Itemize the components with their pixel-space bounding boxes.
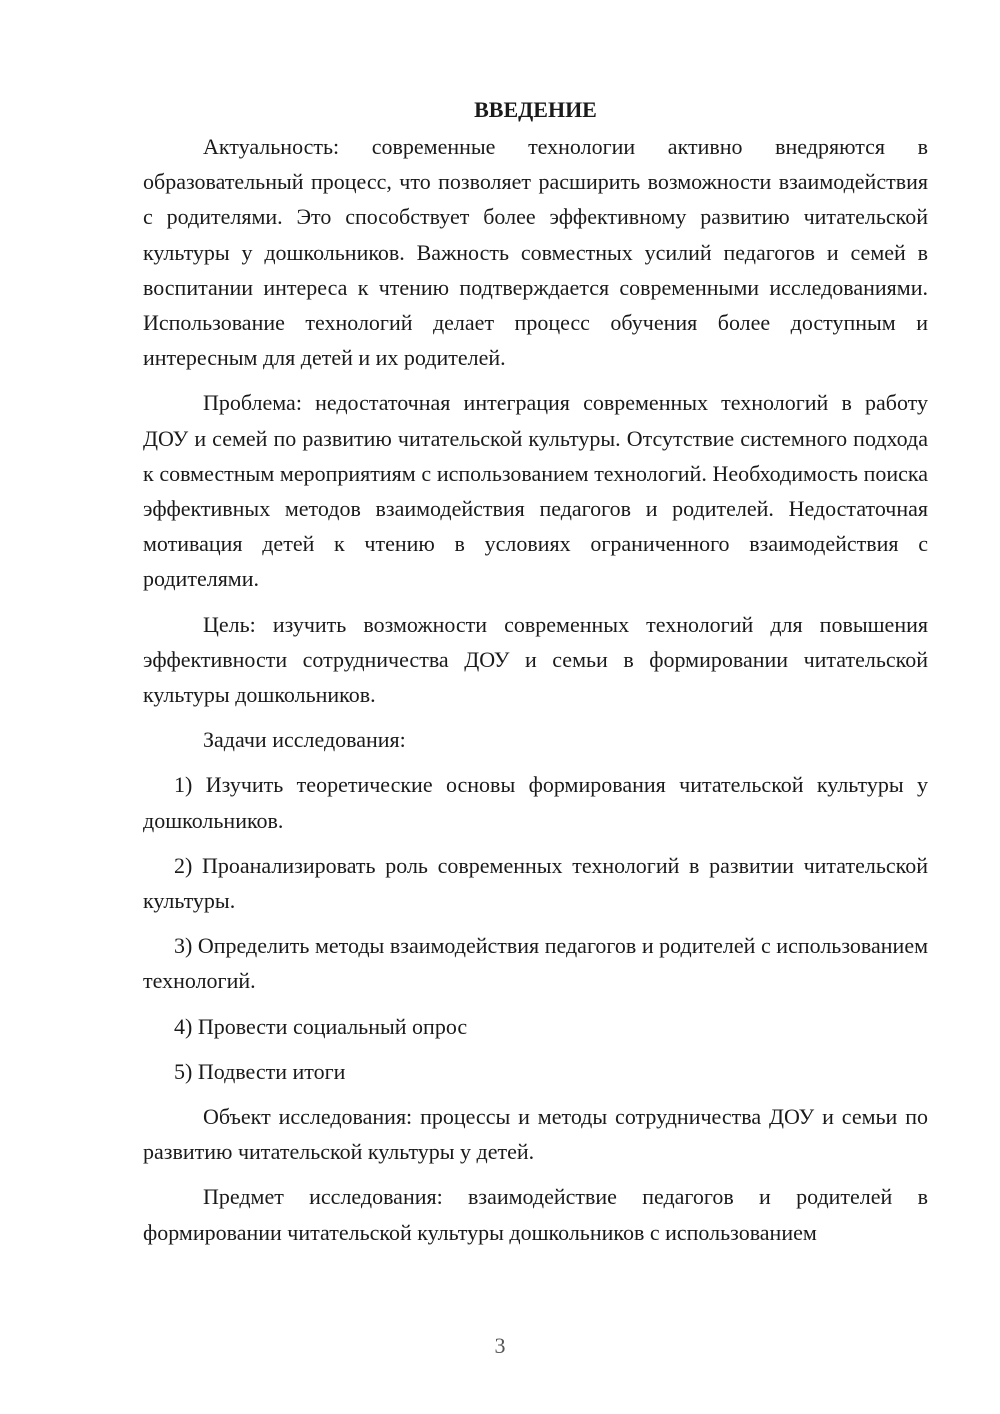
object-paragraph: Объект исследования: процессы и методы сотрудничества ДОУ и семьи по развитию читательской культуры у детей.: [143, 1104, 928, 1165]
relevance-paragraph: Актуальность: современные технологии активно внедряются в образовательный процесс, что позволяет расширить возможности взаимодействия с родителями. Это способствует более эффективному развитию читательской культуры у дошкольников. Важность совместных усилий педагогов и семей в воспитании интереса к чтению подтверждается современными исследованиями. Использование технологий делает процесс обучения более доступным и интересным для детей и их родителей.: [143, 134, 928, 371]
document-page: [143, 92, 928, 1260]
page-number: 3: [494, 1333, 506, 1358]
page-title: ВВЕДЕНИЕ: [474, 97, 597, 122]
task-item: 5) Подвести итоги: [174, 1058, 346, 1084]
tasks-heading: Задачи исследования:: [203, 727, 406, 753]
goal-paragraph: Цель: изучить возможности современных технологий для повышения эффективности сотрудничества ДОУ и семьи в формировании читательской культуры дошкольников.: [143, 611, 928, 708]
task-item: 2) Проанализировать роль современных технологий в развитии читательской культуры.: [143, 852, 928, 914]
task-item: 1) Изучить теоретические основы формирования читательской культуры у дошкольников.: [143, 772, 928, 833]
problem-paragraph: Проблема: недостаточная интеграция современных технологий в работу ДОУ и семей по развитию читательской культуры. Отсутствие системного подхода к совместным мероприятиям с использованием технологий. Необходимость поиска эффективных методов взаимодействия педагогов и родителей. Недостаточная мотивация детей к чтению в условиях ограниченного взаимодействия с родителями.: [143, 390, 928, 592]
subject-paragraph: Предмет исследования: взаимодействие педагогов и родителей в формировании читательской культуры дошкольников с использованием: [143, 1184, 928, 1245]
task-item: 4) Провести социальный опрос: [174, 1013, 468, 1039]
task-item: 3) Определить методы взаимодействия педагогов и родителей с использованием технологий.: [143, 933, 928, 994]
